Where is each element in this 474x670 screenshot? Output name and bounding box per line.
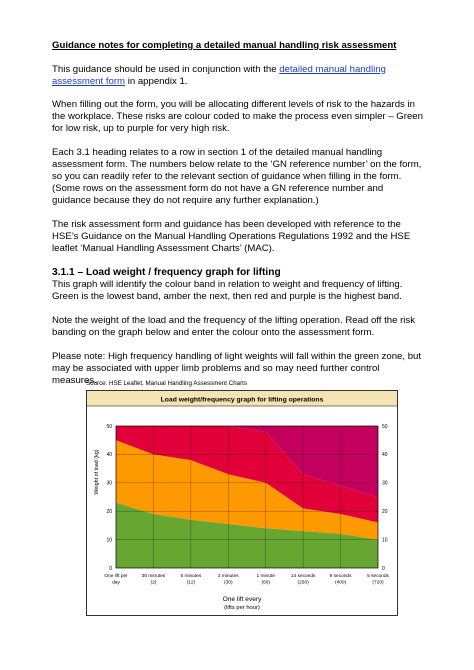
y-tick-label-left: 10: [106, 537, 112, 544]
x-tick-label: (720): [372, 580, 384, 586]
x-tick-label: (30): [224, 580, 233, 586]
note-paragraph: Please note: High frequency handling of light weights will fall within the green zone, but may be associated with upper limb problems and so may need further control measures.: [52, 350, 422, 386]
y-tick-label-left: 30: [106, 480, 112, 487]
document-title: Guidance notes for completing a detailed manual handling risk assessment: [52, 40, 397, 51]
x-tick-label: 2 minutes: [217, 574, 239, 579]
y-tick-label-right: 30: [382, 480, 388, 487]
x-tick-label: 9 seconds: [329, 574, 352, 579]
x-tick-label: 5 seconds: [367, 574, 389, 579]
x-tick-label: (2): [150, 580, 157, 586]
x-tick-label: (400): [334, 580, 347, 586]
graph-intro-paragraph: This graph will identify the colour band in relation to weight and frequency of lifting. Green is the lowest band, amber the next, then red and purple is the highest band.: [52, 279, 403, 303]
x-tick-label: (60): [261, 580, 270, 586]
intro-text-before: This guidance should be used in conjunction with the: [52, 63, 280, 75]
x-tick-label: 14 seconds: [290, 574, 316, 579]
reference-paragraph: The risk assessment form and guidance has been developed with reference to the HSE’s Guidance on the Manual Handling Operations Regulations 1992 and the HSE leaflet ‘Manual Handling Assessment Charts’ (MAC).: [52, 218, 411, 255]
x-tick-label: 1 minute: [256, 574, 275, 579]
intro-paragraph: [52, 64, 424, 88]
chart-source: Source: HSE Leaflet, Manual Handling Assessment Charts: [86, 380, 247, 387]
y-tick-label-right: 40: [382, 452, 388, 459]
x-axis-label: One lift every: [222, 596, 262, 603]
heading-relation-paragraph: Each 3.1 heading relates to a row in section 1 of the detailed manual handling assessment form. The numbers below relate to the ‘GN reference number’ on the form, so you can readily refer to the relevant section of guidance when filling in the form. (Some rows on the assessment form do not have a GN reference number and guidance because they do not require any further explanation.): [52, 146, 422, 207]
y-axis-label: Weight of load (kg): [94, 449, 100, 495]
chart-figure: [86, 390, 398, 621]
x-axis-sublabel: (lifts per hour): [224, 605, 260, 611]
x-tick-label: (250): [297, 580, 309, 586]
chart-title: Load weight/frequency graph for lifting operations: [160, 396, 324, 404]
intro-text-after: in appendix 1.: [125, 75, 188, 87]
x-tick-label: day: [112, 580, 120, 586]
instructions-paragraph: Note the weight of the load and the frequency of the lifting operation. Read off the risk banding on the graph below and enter the colour onto the assessment form.: [52, 314, 416, 338]
y-tick-label-left: 0: [109, 565, 112, 572]
y-tick-label-right: 10: [382, 537, 388, 544]
y-tick-label-right: 50: [382, 423, 388, 430]
x-tick-label: 30 minutes: [141, 574, 166, 579]
document-page: [52, 40, 424, 398]
risk-colour-paragraph: When filling out the form, you will be allocating different levels of risk to the hazards in the workplace. These risks are colour coded to make the process even simpler – Green for low risk, up to purple for very high risk.: [52, 99, 423, 135]
bands-layer: [116, 426, 378, 568]
y-tick-label-right: 0: [382, 565, 385, 572]
x-tick-label: (12): [186, 580, 196, 586]
x-tick-label: One lift per: [104, 574, 128, 579]
section-heading: 3.1.1 – Load weight / frequency graph for lifting: [52, 266, 281, 278]
assessment-form-link[interactable]: detailed manual handling assessment form: [52, 63, 386, 87]
y-tick-label-left: 20: [106, 509, 112, 515]
load-frequency-chart: [86, 390, 398, 616]
y-tick-label-left: 40: [106, 452, 112, 459]
x-tick-label: 5 minutes: [180, 574, 202, 579]
y-tick-label-left: 50: [106, 423, 112, 430]
y-tick-label-right: 20: [382, 509, 388, 515]
